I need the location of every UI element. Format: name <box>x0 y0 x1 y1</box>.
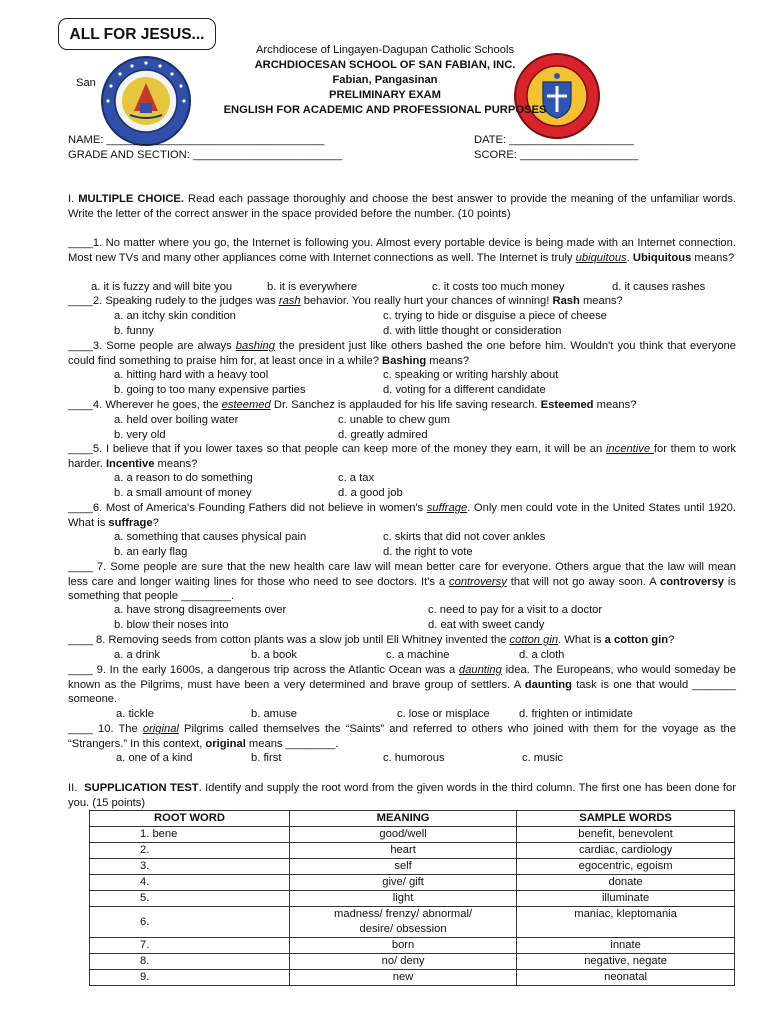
meaning-cell: born <box>289 938 516 954</box>
question-9: ____ 9. In the early 1600s, a dangerous trip across the Atlantic Ocean was a daunting idea. The Europeans, who would someday be known as the Pilgrims, must have been a very determined and brave group of settlers. A daunting task is one that would _______ someone. <box>68 664 736 706</box>
q9-option-c[interactable]: c. lose or misplace <box>397 708 490 720</box>
q9-option-b[interactable]: b. amuse <box>251 708 298 720</box>
table-row <box>90 954 735 970</box>
q3-option-a[interactable]: a. hitting hard with a heavy tool <box>114 369 269 381</box>
table-row <box>90 827 735 843</box>
score-field[interactable]: SCORE: ___________________ <box>474 149 639 161</box>
root-cell[interactable]: 8. <box>90 954 290 970</box>
q2-option-b[interactable]: b. funny <box>114 325 154 337</box>
q5-option-a[interactable]: a. a reason to do something <box>114 472 253 484</box>
root-cell[interactable]: 6. <box>90 907 290 938</box>
q10-option-b[interactable]: b. first <box>251 752 282 764</box>
samples-cell: neonatal <box>517 970 735 986</box>
q1-option-b[interactable]: b. it is everywhere <box>267 281 358 293</box>
table-row <box>90 970 735 986</box>
meaning-cell: new <box>289 970 516 986</box>
samples-cell: benefit, benevolent <box>517 827 735 843</box>
q10-option-c[interactable]: c. humorous <box>383 752 445 764</box>
table-row <box>90 843 735 859</box>
q1-option-a[interactable]: a. it is fuzzy and will bite you <box>91 281 233 293</box>
q8-option-b[interactable]: b. a book <box>251 649 298 661</box>
q7-option-c[interactable]: c. need to pay for a visit to a doctor <box>428 604 603 616</box>
date-field[interactable]: DATE: ____________________ <box>474 134 634 146</box>
q6-option-c[interactable]: c. skirts that did not cover ankles <box>383 531 546 543</box>
samples-cell: maniac, kleptomania <box>517 907 735 938</box>
question-4: ____4. Wherever he goes, the esteemed Dr. Sanchez is applauded for his life saving research. Esteemed means? <box>68 399 637 411</box>
q8-option-d[interactable]: d. a cloth <box>519 649 565 661</box>
q4-option-c[interactable]: c. unable to chew gum <box>338 414 450 426</box>
q7-option-b[interactable]: b. blow their noses into <box>114 619 229 631</box>
q1-option-d[interactable]: d. it causes rashes <box>612 281 706 293</box>
q6-option-a[interactable]: a. something that causes physical pain <box>114 531 307 543</box>
table-row <box>90 859 735 875</box>
table-row <box>90 875 735 891</box>
meaning-cell: good/well <box>289 827 516 843</box>
q5-option-c[interactable]: c. a tax <box>338 472 375 484</box>
grade-field[interactable]: GRADE AND SECTION: ________________________ <box>68 149 343 161</box>
q1-option-c[interactable]: c. it costs too much money <box>432 281 565 293</box>
part1-instructions: I. MULTIPLE CHOICE. Read each passage thoroughly and choose the best answer to provide the meaning of the unfamiliar words. Write the letter of the correct answer in the space provided before the number. (10 points) <box>68 193 737 220</box>
header-school: ARCHDIOCESAN SCHOOL OF SAN FABIAN, INC. <box>254 59 516 71</box>
samples-cell: illuminate <box>517 891 735 907</box>
q4-option-b[interactable]: b. very old <box>114 429 166 441</box>
motto-box: ALL FOR JESUS... <box>58 18 216 50</box>
q5-option-d[interactable]: d. a good job <box>338 487 403 499</box>
root-cell[interactable]: 4. <box>90 875 290 891</box>
q6-option-b[interactable]: b. an early flag <box>114 546 188 558</box>
q3-option-d[interactable]: d. voting for a different candidate <box>383 384 546 396</box>
table-row <box>90 891 735 907</box>
name-field[interactable]: NAME: ___________________________________ <box>68 134 325 146</box>
header-meaning: MEANING <box>289 811 516 827</box>
question-5: ____5. I believe that if you lower taxes so that people can keep more of the money they earn, it will be an incentive for them to work harder. Incentive means? <box>68 443 737 470</box>
root-word-table <box>89 810 735 986</box>
question-1: ____1. No matter where you go, the Internet is following you. Almost every portable device is being made with an Internet connection. Most new TVs and many other appliances come with Internet connections as well. The Internet is truly ubiquitous. Ubiquitous means? <box>68 237 736 264</box>
side-label: San <box>76 77 96 89</box>
root-cell[interactable]: 9. <box>90 970 290 986</box>
part2-instructions: II. SUPPLICATION TEST. Identify and supply the root word from the given words in the third column. The first one has been done for you. (15 points) <box>68 782 736 809</box>
question-10: ____ 10. The original Pilgrims called themselves the “Saints” and referred to others who joined with them for the voyage as the “Strangers.” In this context, original means ________. <box>68 723 736 750</box>
root-cell[interactable]: 3. <box>90 859 290 875</box>
root-cell[interactable]: 5. <box>90 891 290 907</box>
q5-option-b[interactable]: b. a small amount of money <box>114 487 252 499</box>
q6-option-d[interactable]: d. the right to vote <box>383 546 473 558</box>
table-header-row <box>90 811 735 827</box>
samples-cell: negative, negate <box>517 954 735 970</box>
q2-option-c[interactable]: c. trying to hide or disguise a piece of cheese <box>383 310 607 322</box>
q8-option-a[interactable]: a. a drink <box>114 649 161 661</box>
q9-option-d[interactable]: d. frighten or intimidate <box>519 708 633 720</box>
q2-option-d[interactable]: d. with little thought or consideration <box>383 325 562 337</box>
q9-option-a[interactable]: a. tickle <box>116 708 154 720</box>
q10-option-d[interactable]: c. music <box>522 752 564 764</box>
header-root-word: ROOT WORD <box>90 811 290 827</box>
samples-cell: egocentric, egoism <box>517 859 735 875</box>
header-location: Fabian, Pangasinan <box>332 74 438 86</box>
meaning-cell: self <box>289 859 516 875</box>
q4-option-a[interactable]: a. held over boiling water <box>114 414 239 426</box>
meaning-cell: heart <box>289 843 516 859</box>
meaning-cell: give/ gift <box>289 875 516 891</box>
meaning-cell: light <box>289 891 516 907</box>
q2-option-a[interactable]: a. an itchy skin condition <box>114 310 236 322</box>
question-7: ____ 7. Some people are sure that the new health care law will mean better care for everyone. Others argue that the law will mean less care and longer waiting lines for those who need to see doctors. It's a controversy that will not go away soon. A controversy is something that people ________. <box>68 561 736 603</box>
question-8: ____ 8. Removing seeds from cotton plants was a slow job until Eli Whitney invented the cotton gin. What is a cotton gin? <box>68 634 675 646</box>
samples-cell: donate <box>517 875 735 891</box>
q3-option-b[interactable]: b. going to too many expensive parties <box>114 384 306 396</box>
header-sample-words: SAMPLE WORDS <box>517 811 735 827</box>
question-2: ____2. Speaking rudely to the judges was rash behavior. You really hurt your chances of winning! Rash means? <box>68 295 623 307</box>
q4-option-d[interactable]: d. greatly admired <box>338 429 428 441</box>
q8-option-c[interactable]: c. a machine <box>386 649 450 661</box>
q10-option-a[interactable]: a. one of a kind <box>116 752 193 764</box>
question-6: ____6. Most of America's Founding Fathers did not believe in women's suffrage. Only men could vote in the United States until 1920. What is suffrage? <box>68 502 736 529</box>
table-row <box>90 907 735 938</box>
root-cell[interactable]: 2. <box>90 843 290 859</box>
root-cell[interactable]: 7. <box>90 938 290 954</box>
samples-cell: cardiac, cardiology <box>517 843 735 859</box>
meaning-cell: madness/ frenzy/ abnormal/ desire/ obsession <box>289 907 516 938</box>
q7-option-d[interactable]: d. eat with sweet candy <box>428 619 545 631</box>
samples-cell: innate <box>517 938 735 954</box>
table-row <box>90 938 735 954</box>
q3-option-c[interactable]: c. speaking or writing harshly about <box>383 369 559 381</box>
q7-option-a[interactable]: a. have strong disagreements over <box>114 604 287 616</box>
header-archdiocese: Archdiocese of Lingayen-Dagupan Catholic Schools <box>255 44 515 56</box>
root-cell[interactable]: 1. bene <box>90 827 290 843</box>
header-exam: PRELIMINARY EXAM <box>329 89 441 101</box>
meaning-cell: no/ deny <box>289 954 516 970</box>
header-subject: ENGLISH FOR ACADEMIC AND PROFESSIONAL PURPOSES <box>223 104 547 116</box>
question-3: ____3. Some people are always bashing the president just like others bashed the one before him. Wouldn't you think that everyone could find something to praise him for, at least once in a while? Bashing means? <box>68 340 736 367</box>
